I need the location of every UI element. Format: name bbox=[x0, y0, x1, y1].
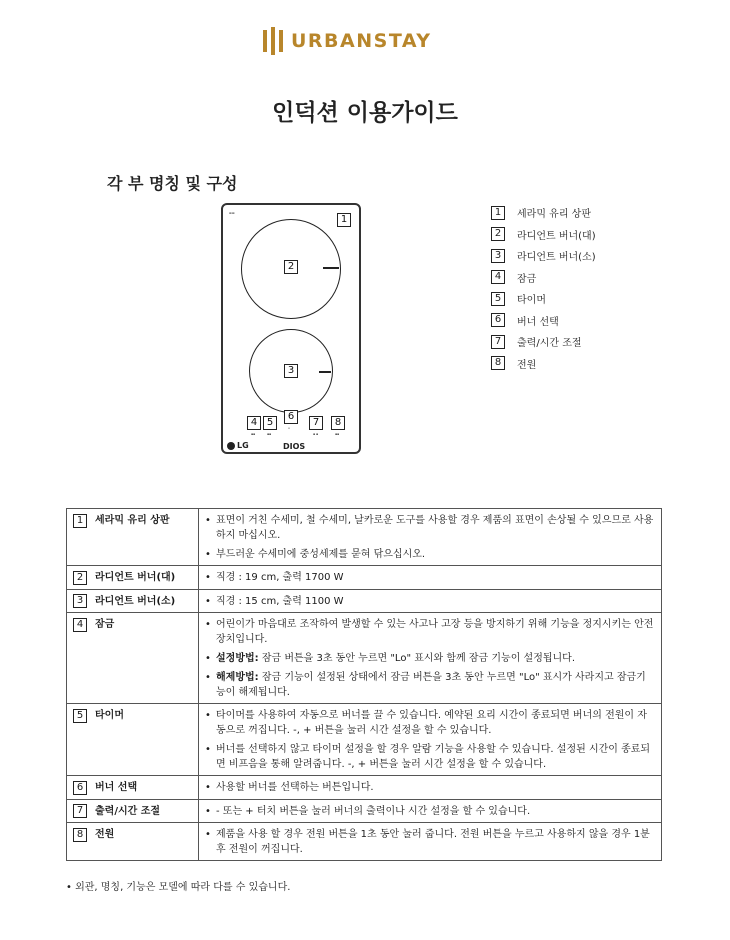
row-title: 라디언트 버너(대) bbox=[95, 572, 176, 583]
row-label bbox=[67, 613, 199, 704]
row-description bbox=[199, 776, 662, 800]
row-label bbox=[67, 704, 199, 776]
logo-bars-icon bbox=[263, 27, 283, 55]
burner-small-marker bbox=[319, 371, 331, 373]
cooktop-diagram bbox=[221, 203, 361, 454]
row-label bbox=[67, 566, 199, 590]
legend-label: 타이머 bbox=[517, 295, 546, 307]
row-description bbox=[199, 704, 662, 776]
control-mark-icon: ▪▪ bbox=[335, 432, 340, 436]
section-title: 각 부 명칭 및 구성 bbox=[107, 174, 238, 193]
diagram-number: 3 bbox=[284, 364, 298, 378]
row-description bbox=[199, 566, 662, 590]
lg-logo bbox=[227, 441, 249, 450]
description-item: • 직경 : 15 cm, 출력 1100 W bbox=[205, 594, 655, 609]
diagram-number: 5 bbox=[263, 416, 277, 430]
description-item: • 설정방법: 잠금 버튼을 3초 동안 누르면 "Lo" 표시와 함께 잠금 기능이 설정됩니다. bbox=[205, 651, 655, 666]
legend-number: 4 bbox=[491, 270, 505, 284]
legend-number: 2 bbox=[491, 227, 505, 241]
description-item: • - 또는 + 터치 버튼을 눌러 버너의 출력이나 시간 설정을 할 수 있습니다. bbox=[205, 804, 655, 819]
legend-label: 버너 선택 bbox=[517, 316, 559, 328]
legend-label: 라디언트 버너(소) bbox=[517, 252, 596, 264]
row-label bbox=[67, 823, 199, 861]
row-title: 전원 bbox=[95, 829, 115, 840]
legend-label: 출력/시간 조절 bbox=[517, 338, 582, 350]
control-mark-icon: ▪▪ bbox=[267, 432, 272, 436]
legend-item bbox=[491, 288, 596, 310]
diagram-number: 4 bbox=[247, 416, 261, 430]
row-label bbox=[67, 509, 199, 566]
row-number: 1 bbox=[73, 514, 87, 528]
row-number: 6 bbox=[73, 781, 87, 795]
row-number: 2 bbox=[73, 571, 87, 585]
description-item: • 타이머를 사용하여 자동으로 버너를 끌 수 있습니다. 예약된 요리 시간이 종료되면 버너의 전원이 자동으로 꺼집니다. -, + 버튼을 눌러 시간 설정을 할 수 있습니다. bbox=[205, 708, 655, 738]
lg-circle-icon bbox=[227, 442, 235, 450]
diagram-number: 7 bbox=[309, 416, 323, 430]
control-mark-icon: ▫ bbox=[288, 426, 291, 430]
description-item: • 사용할 버너를 선택하는 버튼입니다. bbox=[205, 780, 655, 795]
legend-item bbox=[491, 353, 596, 375]
row-title: 버너 선택 bbox=[95, 782, 138, 793]
footnote: • 외관, 명칭, 기능은 모델에 따라 다를 수 있습니다. bbox=[66, 882, 291, 893]
description-item: • 해제방법: 잠금 기능이 설정된 상태에서 잠금 버튼을 3초 동안 누르면 "Lo" 표시가 사라지고 잠금기능이 해제됩니다. bbox=[205, 670, 655, 700]
diagram-number: 8 bbox=[331, 416, 345, 430]
row-label bbox=[67, 799, 199, 823]
description-item: • 부드러운 수세미에 중성세제를 묻혀 닦으십시오. bbox=[205, 547, 655, 562]
parts-legend bbox=[491, 202, 596, 374]
legend-number: 7 bbox=[491, 335, 505, 349]
row-description bbox=[199, 509, 662, 566]
table-row bbox=[67, 799, 662, 823]
row-description bbox=[199, 589, 662, 613]
diagram-number: 2 bbox=[284, 260, 298, 274]
legend-number: 5 bbox=[491, 292, 505, 306]
legend-number: 3 bbox=[491, 249, 505, 263]
legend-item bbox=[491, 267, 596, 289]
row-number: 5 bbox=[73, 709, 87, 723]
diagram-number: 6 bbox=[284, 410, 298, 424]
model-text-icon: ▬▬ bbox=[229, 211, 235, 215]
table-row bbox=[67, 509, 662, 566]
legend-number: 6 bbox=[491, 313, 505, 327]
legend-item bbox=[491, 224, 596, 246]
row-title: 세라믹 유리 상판 bbox=[95, 515, 170, 526]
description-item: • 버너를 선택하지 않고 타이머 설정을 할 경우 알람 기능을 사용할 수 있습니다. 설정된 시간이 종료되면 비프음을 통해 알려줍니다. -, + 버튼을 눌러 시간 설정을 할 수 있습니다. bbox=[205, 742, 655, 772]
lg-text: LG bbox=[237, 441, 249, 450]
table-row bbox=[67, 613, 662, 704]
row-title: 라디언트 버너(소) bbox=[95, 595, 176, 607]
row-title: 잠금 bbox=[95, 619, 115, 630]
brand-logo bbox=[263, 26, 431, 56]
legend-number: 8 bbox=[491, 356, 505, 370]
table-row bbox=[67, 566, 662, 590]
row-number: 8 bbox=[73, 828, 87, 842]
row-title: 출력/시간 조절 bbox=[95, 805, 161, 817]
table-row bbox=[67, 589, 662, 613]
page-title: 인덕션 이용가이드 bbox=[272, 100, 458, 126]
legend-label: 라디언트 버너(대) bbox=[517, 230, 596, 242]
burner-large-marker bbox=[323, 267, 339, 269]
legend-label: 전원 bbox=[517, 359, 537, 371]
row-description bbox=[199, 613, 662, 704]
diagram-number: 1 bbox=[337, 213, 351, 227]
row-label bbox=[67, 589, 199, 613]
legend-item bbox=[491, 331, 596, 353]
legend-number: 1 bbox=[491, 206, 505, 220]
legend-item bbox=[491, 245, 596, 267]
table-row bbox=[67, 704, 662, 776]
row-description bbox=[199, 799, 662, 823]
row-label bbox=[67, 776, 199, 800]
description-item: • 직경 : 19 cm, 출력 1700 W bbox=[205, 570, 655, 585]
description-item: • 표면이 거친 수세미, 철 수세미, 날카로운 도구를 사용할 경우 제품의 표면이 손상될 수 있으므로 사용하지 마십시오. bbox=[205, 513, 655, 543]
legend-label: 잠금 bbox=[517, 273, 537, 285]
row-title: 타이머 bbox=[95, 710, 124, 721]
table-row bbox=[67, 776, 662, 800]
description-item: • 어린이가 마음대로 조작하여 발생할 수 있는 사고나 고장 등을 방지하기 위해 기능을 정지시키는 안전장치입니다. bbox=[205, 617, 655, 647]
legend-item bbox=[491, 310, 596, 332]
row-number: 4 bbox=[73, 618, 87, 632]
description-item: • 제품을 사용 할 경우 전원 버튼을 1초 동안 눌러 줍니다. 전원 버튼을 누르고 사용하지 않을 경우 1분 후 전원이 꺼집니다. bbox=[205, 827, 655, 857]
legend-label: 세라믹 유리 상판 bbox=[517, 209, 591, 221]
dios-logo: DIOS bbox=[283, 442, 306, 451]
table-row bbox=[67, 823, 662, 861]
row-number: 3 bbox=[73, 594, 87, 608]
control-mark-icon: ▪ ▪ bbox=[313, 432, 319, 436]
legend-item bbox=[491, 202, 596, 224]
brand-name: URBANSTAY bbox=[291, 30, 432, 52]
parts-description-table bbox=[66, 508, 662, 861]
row-description bbox=[199, 823, 662, 861]
control-mark-icon: ▪▪ bbox=[251, 432, 256, 436]
row-number: 7 bbox=[73, 804, 87, 818]
